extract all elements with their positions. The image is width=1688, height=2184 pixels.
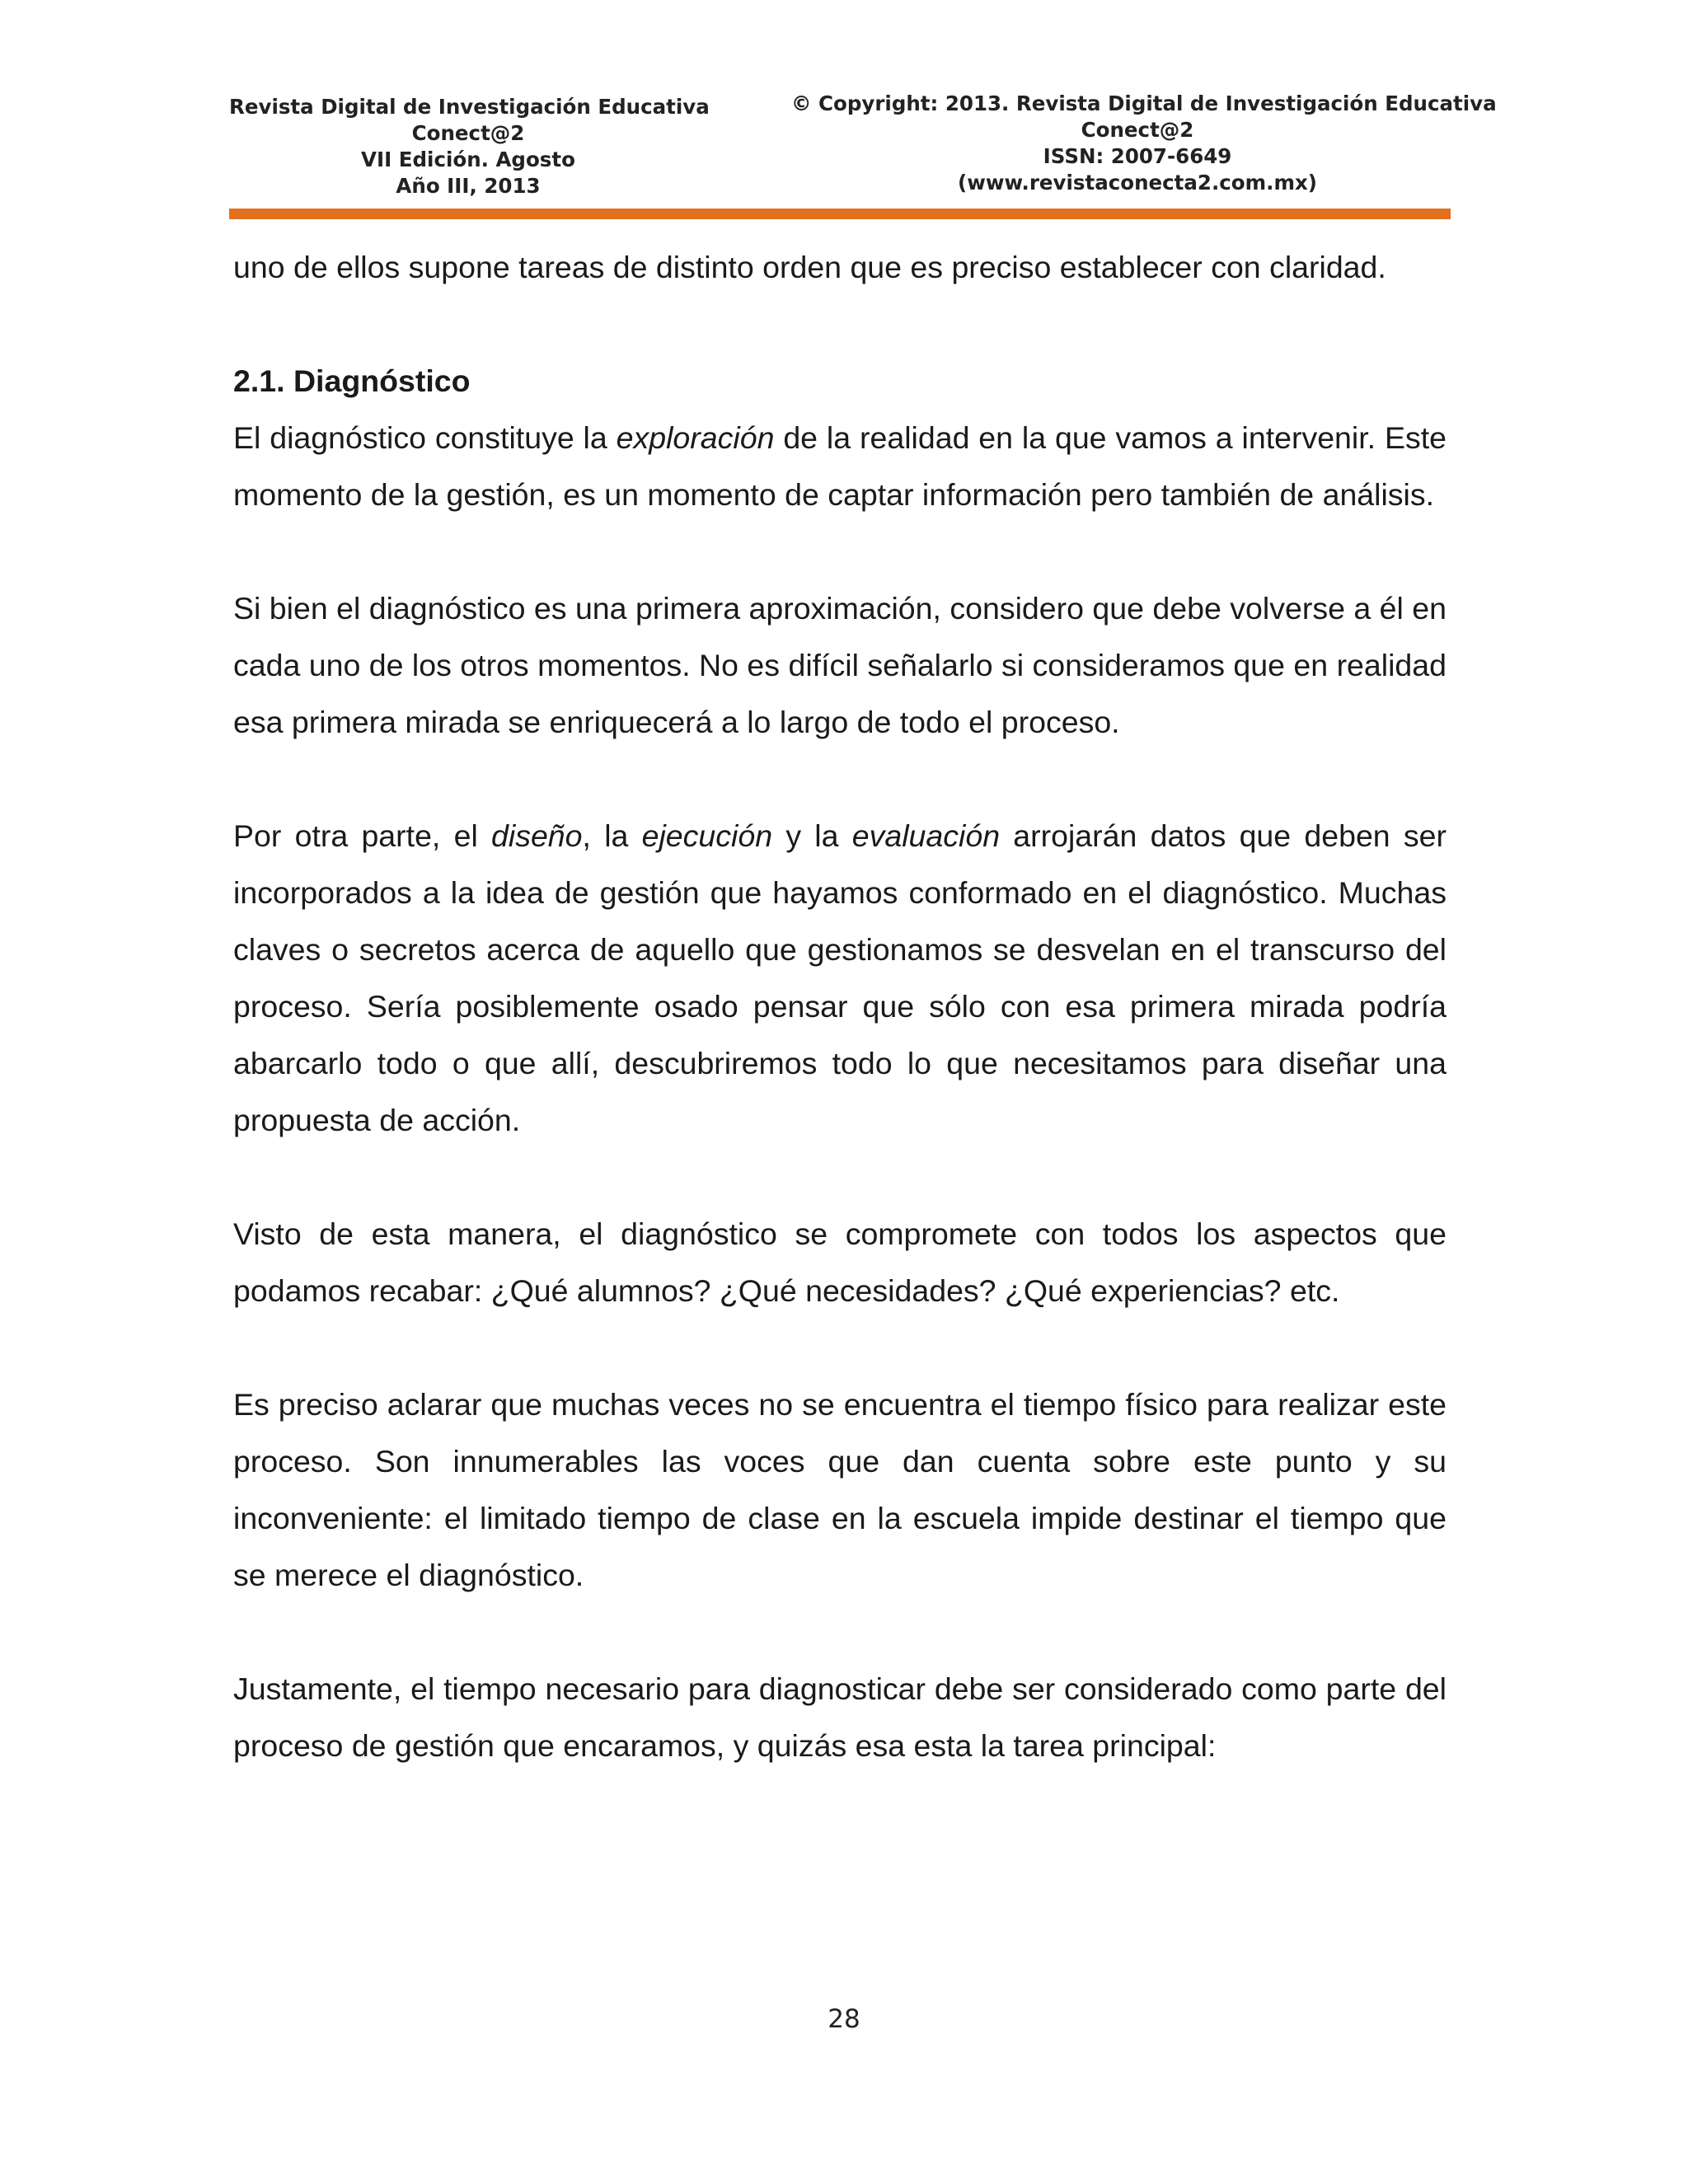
edition-label: VII Edición. Agosto bbox=[361, 148, 575, 171]
journal-title: Revista Digital de Investigación Educativa bbox=[229, 95, 710, 119]
year-label: Año III, 2013 bbox=[396, 174, 541, 198]
emphasis-evaluacion: evaluación bbox=[851, 818, 1001, 853]
journal-header-right bbox=[791, 91, 1497, 196]
page-body bbox=[233, 239, 1447, 1774]
journal-name: Conect@2 bbox=[411, 121, 525, 145]
emphasis-ejecucion: ejecución bbox=[641, 818, 773, 853]
paragraph-preciso: Es preciso aclarar que muchas veces no se encuentra el tiempo físico para realizar este proceso. Son innumerables las voces que dan cuenta sobre este punto y su inconveniente: el limitado tiempo de clase en la escuela impide destinar el tiempo que se merece el diagnóstico. bbox=[233, 1387, 1447, 1592]
page-number: 28 bbox=[828, 2004, 860, 2034]
paragraph-aproximacion: Si bien el diagnóstico es una primera aproximación, considero que debe volverse a él en cada uno de los otros momentos. No es difícil señalarlo si consideramos que en realidad esa primera mirada se enriquecerá a lo largo de todo el proceso. bbox=[233, 591, 1447, 739]
journal-header-left bbox=[229, 94, 710, 199]
paragraph-visto: Visto de esta manera, el diagnóstico se compromete con todos los aspectos que podamos recabar: ¿Qué alumnos? ¿Qué necesidades? ¿Qué experiencias? etc. bbox=[233, 1216, 1447, 1308]
copyright-notice: © Copyright: 2013. Revista Digital de Investigación Educativa bbox=[791, 91, 1497, 115]
paragraph-diagnostico-intro: El diagnóstico constituye la exploración de la realidad en la que vamos a intervenir. Este momento de la gestión, es un momento de captar información pero también de análisis. bbox=[233, 420, 1447, 512]
emphasis-diseno: diseño bbox=[491, 818, 583, 853]
emphasis-exploracion: exploración bbox=[616, 420, 775, 455]
paragraph-otra-parte: Por otra parte, el diseño, la ejecución y la evaluación arrojarán datos que deben ser incorporados a la idea de gestión que hayamos conformado en el diagnóstico. Muchas claves o secretos acerca de aquello que gestionamos se desvelan en el transcurso del proceso. Sería posiblemente osado pensar que sólo con esa primera mirada podría abarcarlo todo o que allí, descubriremos todo lo que necesitamos para diseñar una propuesta de acción. bbox=[233, 818, 1447, 1137]
paragraph-justamente: Justamente, el tiempo necesario para diagnosticar debe ser considerado como parte del proceso de gestión que encaramos, y quizás esa esta la tarea principal: bbox=[233, 1671, 1447, 1763]
website-url: (www.revistaconecta2.com.mx) bbox=[958, 171, 1317, 194]
issn-label: ISSN: 2007-6649 bbox=[1043, 144, 1232, 168]
header-divider bbox=[229, 209, 1451, 219]
section-heading: 2.1. Diagnóstico bbox=[233, 363, 471, 398]
paragraph-continuation: uno de ellos supone tareas de distinto orden que es preciso establecer con claridad. bbox=[233, 250, 1386, 284]
journal-name-right: Conect@2 bbox=[1081, 118, 1194, 142]
